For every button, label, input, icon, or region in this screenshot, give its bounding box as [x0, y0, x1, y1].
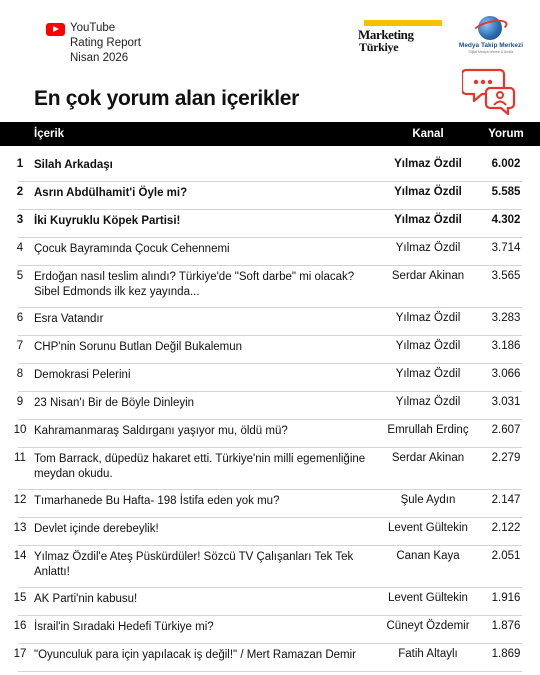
row-comment-count: 2.122 [491, 522, 521, 534]
row-rank: 9 [16, 396, 24, 408]
row-channel[interactable]: Yılmaz Özdil [395, 368, 461, 380]
row-content-title[interactable]: Çocuk Bayramında Çocuk Cehennemi [34, 243, 230, 255]
row-rank: 10 [13, 424, 27, 436]
comment-bubbles-icon [462, 66, 520, 118]
row-content-title[interactable]: Silah Arkadaşı [34, 159, 113, 171]
row-content-title[interactable]: Erdoğan nasıl teslim alındı? Türkiye'de "Soft darbe" mi olacak? Sibel Edmonds ilk kez yayında... [34, 271, 355, 298]
row-comment-count: 4.302 [491, 214, 521, 226]
row-comment-count: 1.916 [491, 592, 521, 604]
table-row[interactable] [0, 307, 540, 335]
row-channel[interactable]: Serdar Akinan [391, 452, 465, 464]
row-channel[interactable]: Şule Aydın [400, 494, 456, 506]
row-comment-count: 1.876 [491, 620, 521, 632]
table-row[interactable] [0, 209, 540, 237]
row-content-title[interactable]: Tımarhanede Bu Hafta- 198 İstifa eden yok mu? [34, 495, 280, 507]
row-content-title[interactable]: İki Kuyruklu Köpek Partisi! [34, 215, 181, 227]
row-content-title[interactable]: 23 Nisan'ı Bir de Böyle Dinleyin [34, 397, 195, 409]
row-content-title[interactable]: CHP'nin Sorunu Butlan Değil Bukalemun [34, 341, 243, 353]
row-rank: 15 [13, 592, 27, 604]
row-comment-count: 3.565 [491, 270, 521, 282]
row-comment-count: 6.002 [491, 158, 521, 170]
row-channel[interactable]: Serdar Akinan [391, 270, 465, 282]
page-title: En çok yorum alan içerikler [34, 87, 300, 110]
table-row[interactable] [0, 447, 540, 489]
row-channel[interactable]: Yılmaz Özdil [394, 214, 462, 226]
row-comment-count: 2.051 [491, 550, 521, 562]
row-channel[interactable]: Levent Gültekin [388, 592, 468, 604]
ranking-table [0, 153, 540, 671]
table-row[interactable] [0, 587, 540, 615]
table-row[interactable] [0, 419, 540, 447]
report-subtitle: Rating Report [70, 37, 141, 49]
row-comment-count: 2.279 [491, 452, 521, 464]
row-content-title[interactable]: Kahramanmaraş Saldırganı yaşıyor mu, öldü mü? [34, 425, 288, 437]
row-channel[interactable]: Levent Gültekin [388, 522, 468, 534]
row-content-title[interactable]: AK Parti'nin kabusu! [34, 593, 138, 605]
row-comment-count: 3.186 [491, 340, 521, 352]
row-comment-count: 2.607 [491, 424, 521, 436]
row-comment-count: 1.869 [491, 648, 521, 660]
row-comment-count: 3.283 [491, 312, 521, 324]
row-channel[interactable]: Yılmaz Özdil [394, 186, 462, 198]
row-content-title[interactable]: Asrın Abdülhamit'i Öyle mi? [34, 187, 188, 199]
brand-label: YouTube [70, 22, 116, 34]
row-comment-count: 3.714 [491, 242, 521, 254]
row-rank: 5 [16, 270, 24, 282]
marketing-turkiye-logo [358, 20, 442, 56]
row-rank: 12 [13, 494, 27, 506]
table-row[interactable] [0, 153, 540, 181]
row-channel[interactable]: Fatih Altaylı [398, 648, 458, 660]
row-rank: 6 [16, 312, 24, 324]
table-row[interactable] [0, 237, 540, 265]
row-rank: 14 [13, 550, 27, 562]
row-channel[interactable]: Canan Kaya [396, 550, 460, 562]
row-channel[interactable]: Cüneyt Özdemir [386, 620, 470, 632]
table-row[interactable] [0, 615, 540, 643]
column-header-comments: Yorum [488, 128, 524, 140]
row-channel[interactable]: Emrullah Erdinç [387, 424, 469, 436]
row-content-title[interactable]: İsrail'in Sıradaki Hedefi Türkiye mi? [34, 621, 214, 633]
report-period: Nisan 2026 [70, 52, 129, 64]
row-channel[interactable]: Yılmaz Özdil [394, 158, 462, 170]
row-rank: 2 [16, 186, 24, 198]
row-content-title[interactable]: Devlet içinde derebeylik! [34, 523, 159, 535]
marketing-logo-line2: Türkiye [359, 40, 399, 54]
row-comment-count: 5.585 [491, 186, 521, 198]
row-content-title[interactable]: "Oyunculuk para için yapılacak iş değil!" / Mert Ramazan Demir [34, 649, 356, 661]
table-row[interactable] [0, 489, 540, 517]
table-row[interactable] [0, 643, 540, 671]
logo-accent-bar [364, 20, 442, 26]
row-channel[interactable]: Yılmaz Özdil [395, 312, 461, 324]
row-rank: 13 [13, 522, 27, 534]
table-row[interactable] [0, 545, 540, 587]
table-row[interactable] [0, 363, 540, 391]
column-header-channel: Kanal [412, 128, 444, 140]
row-comment-count: 2.147 [491, 494, 521, 506]
medya-takip-merkezi-logo [456, 16, 526, 56]
table-header [0, 122, 540, 146]
table-row[interactable] [0, 181, 540, 209]
row-channel[interactable]: Yılmaz Özdil [395, 340, 461, 352]
row-rank: 11 [14, 452, 26, 464]
row-rank: 4 [16, 242, 24, 254]
row-content-title[interactable]: Yılmaz Özdil'e Ateş Püskürdüler! Sözcü TV Çalışanları Tek Tek Anlattı! [34, 551, 354, 578]
row-divider [18, 671, 522, 672]
table-row[interactable] [0, 517, 540, 545]
row-rank: 7 [16, 340, 24, 352]
table-row[interactable] [0, 391, 540, 419]
row-rank: 17 [13, 648, 27, 660]
marketing-logo-line1: Marketing [358, 27, 414, 42]
row-content-title[interactable]: Esra Vatandır [34, 313, 104, 325]
row-channel[interactable]: Yılmaz Özdil [395, 396, 461, 408]
row-comment-count: 3.031 [491, 396, 521, 408]
row-rank: 1 [16, 158, 24, 170]
row-channel[interactable]: Yılmaz Özdil [395, 242, 461, 254]
row-content-title[interactable]: Tom Barrack, düpedüz hakaret etti. Türkiye'nin milli egemenliğine meydan okudu. [34, 453, 366, 480]
row-rank: 8 [16, 368, 24, 380]
row-rank: 16 [13, 620, 27, 632]
media-logo-tagline: Dijital Medya İzleme & Analiz [468, 50, 514, 54]
column-header-content: İçerik [34, 128, 65, 140]
media-logo-name: Medya Takip Merkezi [458, 42, 524, 49]
table-row[interactable] [0, 265, 540, 307]
youtube-icon [46, 23, 65, 36]
row-content-title[interactable]: Demokrasi Pelerini [34, 369, 131, 381]
table-row[interactable] [0, 335, 540, 363]
row-comment-count: 3.066 [491, 368, 521, 380]
row-rank: 3 [16, 214, 24, 226]
